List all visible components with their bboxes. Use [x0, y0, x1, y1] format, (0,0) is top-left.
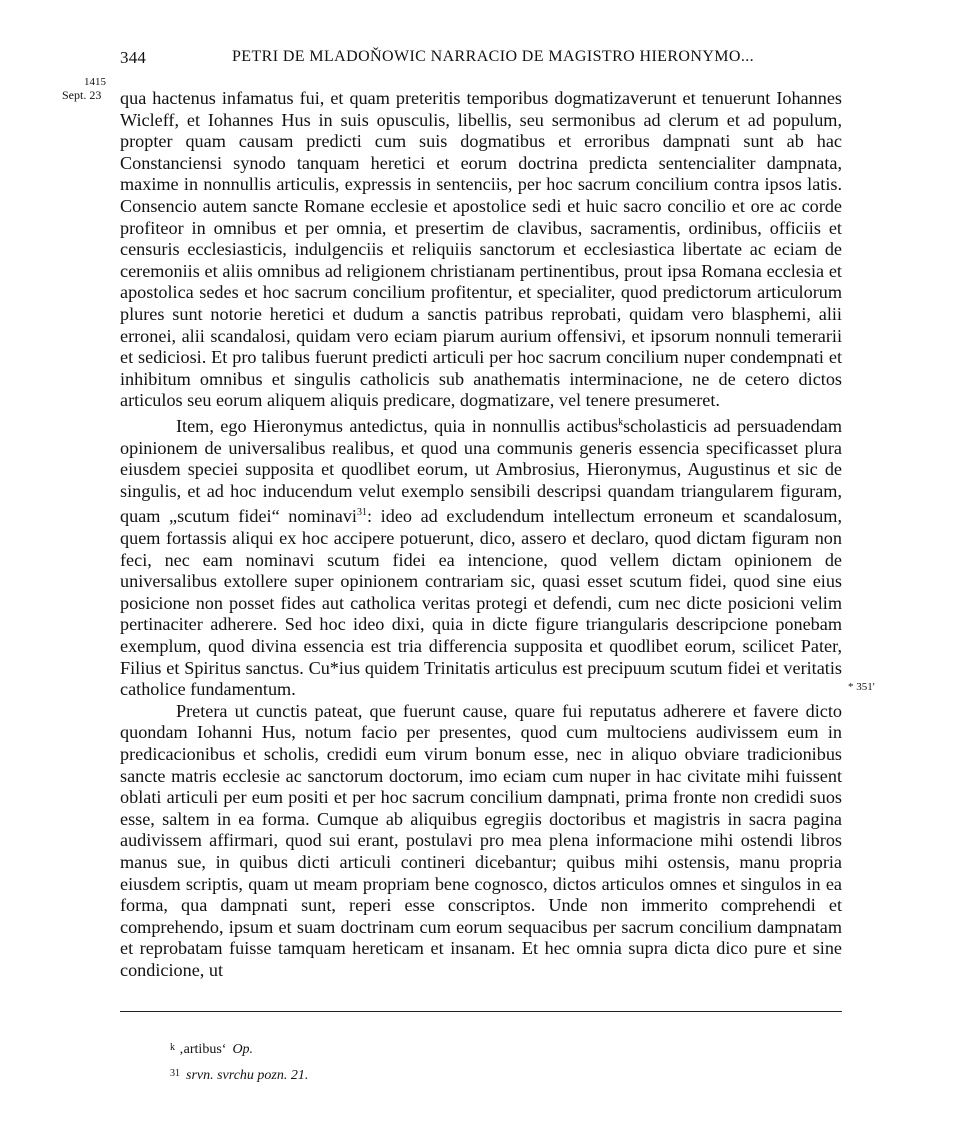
- footnote-31: [170, 1062, 770, 1088]
- paragraph-2-part-b: scholasticis ad persuadendam opinionem de universalibus realibus, et quod una communis generis essencia specificasset plura eiusdem speciei supposita et quodlibet eorum, ut Ambrosius, Hieronymus, Augustinus et sic de singulis, et ad hoc inducendum velut exemplo sensibili descripsi quandam triangularem figuram, quam „scutum fidei“ nominavi: [120, 415, 842, 527]
- paragraph-2-part-a: Item, ego Hieronymus antedictus, quia in nonnullis actibus: [176, 415, 619, 436]
- main-text: [120, 88, 842, 981]
- footnote-ref-31: 31: [357, 507, 367, 519]
- page-header: [120, 48, 840, 72]
- paragraph-2: [120, 412, 842, 701]
- footnote-text: ‚artibus‘: [179, 1042, 227, 1057]
- footnote-mark: 31: [170, 1068, 180, 1079]
- margin-date: [62, 76, 116, 102]
- footnote-divider: [120, 1011, 842, 1012]
- running-title: PETRI DE MLADOŇOWIC NARRACIO DE MAGISTRO HIERONYMO...: [232, 48, 755, 65]
- footnote-ref-k: k: [618, 416, 624, 428]
- paragraph-1: qua hactenus infamatus fui, et quam preteritis temporibus dogmatizaverunt et tenuerunt Iohannes Wicleff, et Iohannes Hus in suis opusculis, libellis, seu sermonibus ad clerum et ad populum, propter quam causam predicti cum suis dogmatibus et erroribus dampnati sunt ab hac Constanciensi synodo tanquam heretici et eorum doctrina predicta sentencialiter dampnata, maxime in nonnullis articulis, expressis in sentenciis, per hoc sacrum concilium contra ipsos latis. Consencio autem sancte Romane ecclesie et apostolice sedi et huic sacro concilio et ore ac corde profiteor in omnibus et per omnia, et presertim de clavibus, sacramentis, ordinibus, officiis et censuris ecclesiasticis, indulgenciis et reliquiis sanctorum et ecclesiastica libertate ac eciam de ceremoniis et aliis omnibus ad religionem christianam pertinentibus, prout ipsa Romana ecclesia et apostolica sedes et hoc sacrum concilium profitentur, et specialiter, quod predictorum articulorum plures sunt notorie heretici et dudum a sanctis patribus reprobati, quidam vero blasphemi, alii erronei, alii scandalosi, quidam vero eciam piarum aurium offensivi, et ipsorum nonnuli temerarii et sediciosi. Et pro talibus fuerunt predicti articuli per hoc sacrum concilium nuper condempnati et inhibitum omnibus et singulis catholicis sub anathematis interminacione, ne de cetero dictos articulos seu eorum aliquem aliquis predicare, dogmatizare, vel tenere presumeret.: [120, 88, 842, 411]
- margin-year: 1415: [84, 76, 106, 88]
- margin-folio-ref: * 351': [848, 681, 875, 693]
- margin-day: Sept. 23: [62, 88, 102, 102]
- page-number: 344: [120, 48, 147, 67]
- footnote-note: Op.: [232, 1042, 254, 1057]
- footnote-note: srvn. svrchu pozn. 21.: [186, 1068, 309, 1083]
- footnote-mark: k: [170, 1042, 175, 1053]
- paragraph-3: Pretera ut cunctis pateat, que fuerunt cause, quare fui reputatus adherere et favere dicto quondam Iohanni Hus, notum facio per presentes, quod cum multociens audivissem eum in predicacionibus et scholis, credidi eum virum bonum esse, nec in aliquo obviare tradicionibus sancte matris ecclesie ac sanctorum doctorum, imo eciam cum nuper in hac civitate mihi fuissent oblati articuli per eum positi et per hoc sacrum concilium dampnati, prima fronte non credidi suos esse, saltem in ea forma. Cumque ab aliquibus egregiis doctoribus et magistris in sacra pagina audivissem affirmari, quod sui erant, postulavi pro mea plena informacione mihi ostendi libros manus sue, in quibus dicti articuli contineri dicebantur; quibus mihi ostensis, manu propria eiusdem scriptis, quam ut meam propriam bene cognosco, dictos articulos omnes et singulos in ea forma, qua dampnati sunt, reperi esse conscriptos. Unde non immerito comprehendi et comprehendo, ipsum et suam doctrinam cum eorum sequacibus per sacrum concilium dampnatam et reprobatam fuisse tamquam hereticam et insanam. Et hec omnia supra dicta dico pure et sine condicione, ut: [120, 700, 842, 980]
- paragraph-2-part-c: : ideo ad excludendum intellectum erroneum et scandalosum, quem fortassis aliqui ex hoc accipere potuerunt, dico, assero et declaro, quod dictam figuram non feci, nec eam nominavi scutum fidei ea intencione, quod vellem dictam opinionem de universalibus extollere super opinionem contrariam sic, quasi esset scutum fidei, quod sine eius posicione non posset fides aut catholica veritas protegi et defendi, cum nec dicte posicioni velim pertinaciter adherere. Sed hoc ideo dixi, quia in dicte figure triangularis descripcione ponebam exemplum, quod divina essencia est tria differencia supposita et quodlibet eorum, scilicet Pater, Filius et Spiritus sanctus. Cu*ius quidem Trinitatis articulus est precipuum scutum fidei et veritatis catholice fundamentum.: [120, 506, 842, 700]
- footnote-k: [170, 1036, 770, 1062]
- footnotes: [170, 1036, 770, 1088]
